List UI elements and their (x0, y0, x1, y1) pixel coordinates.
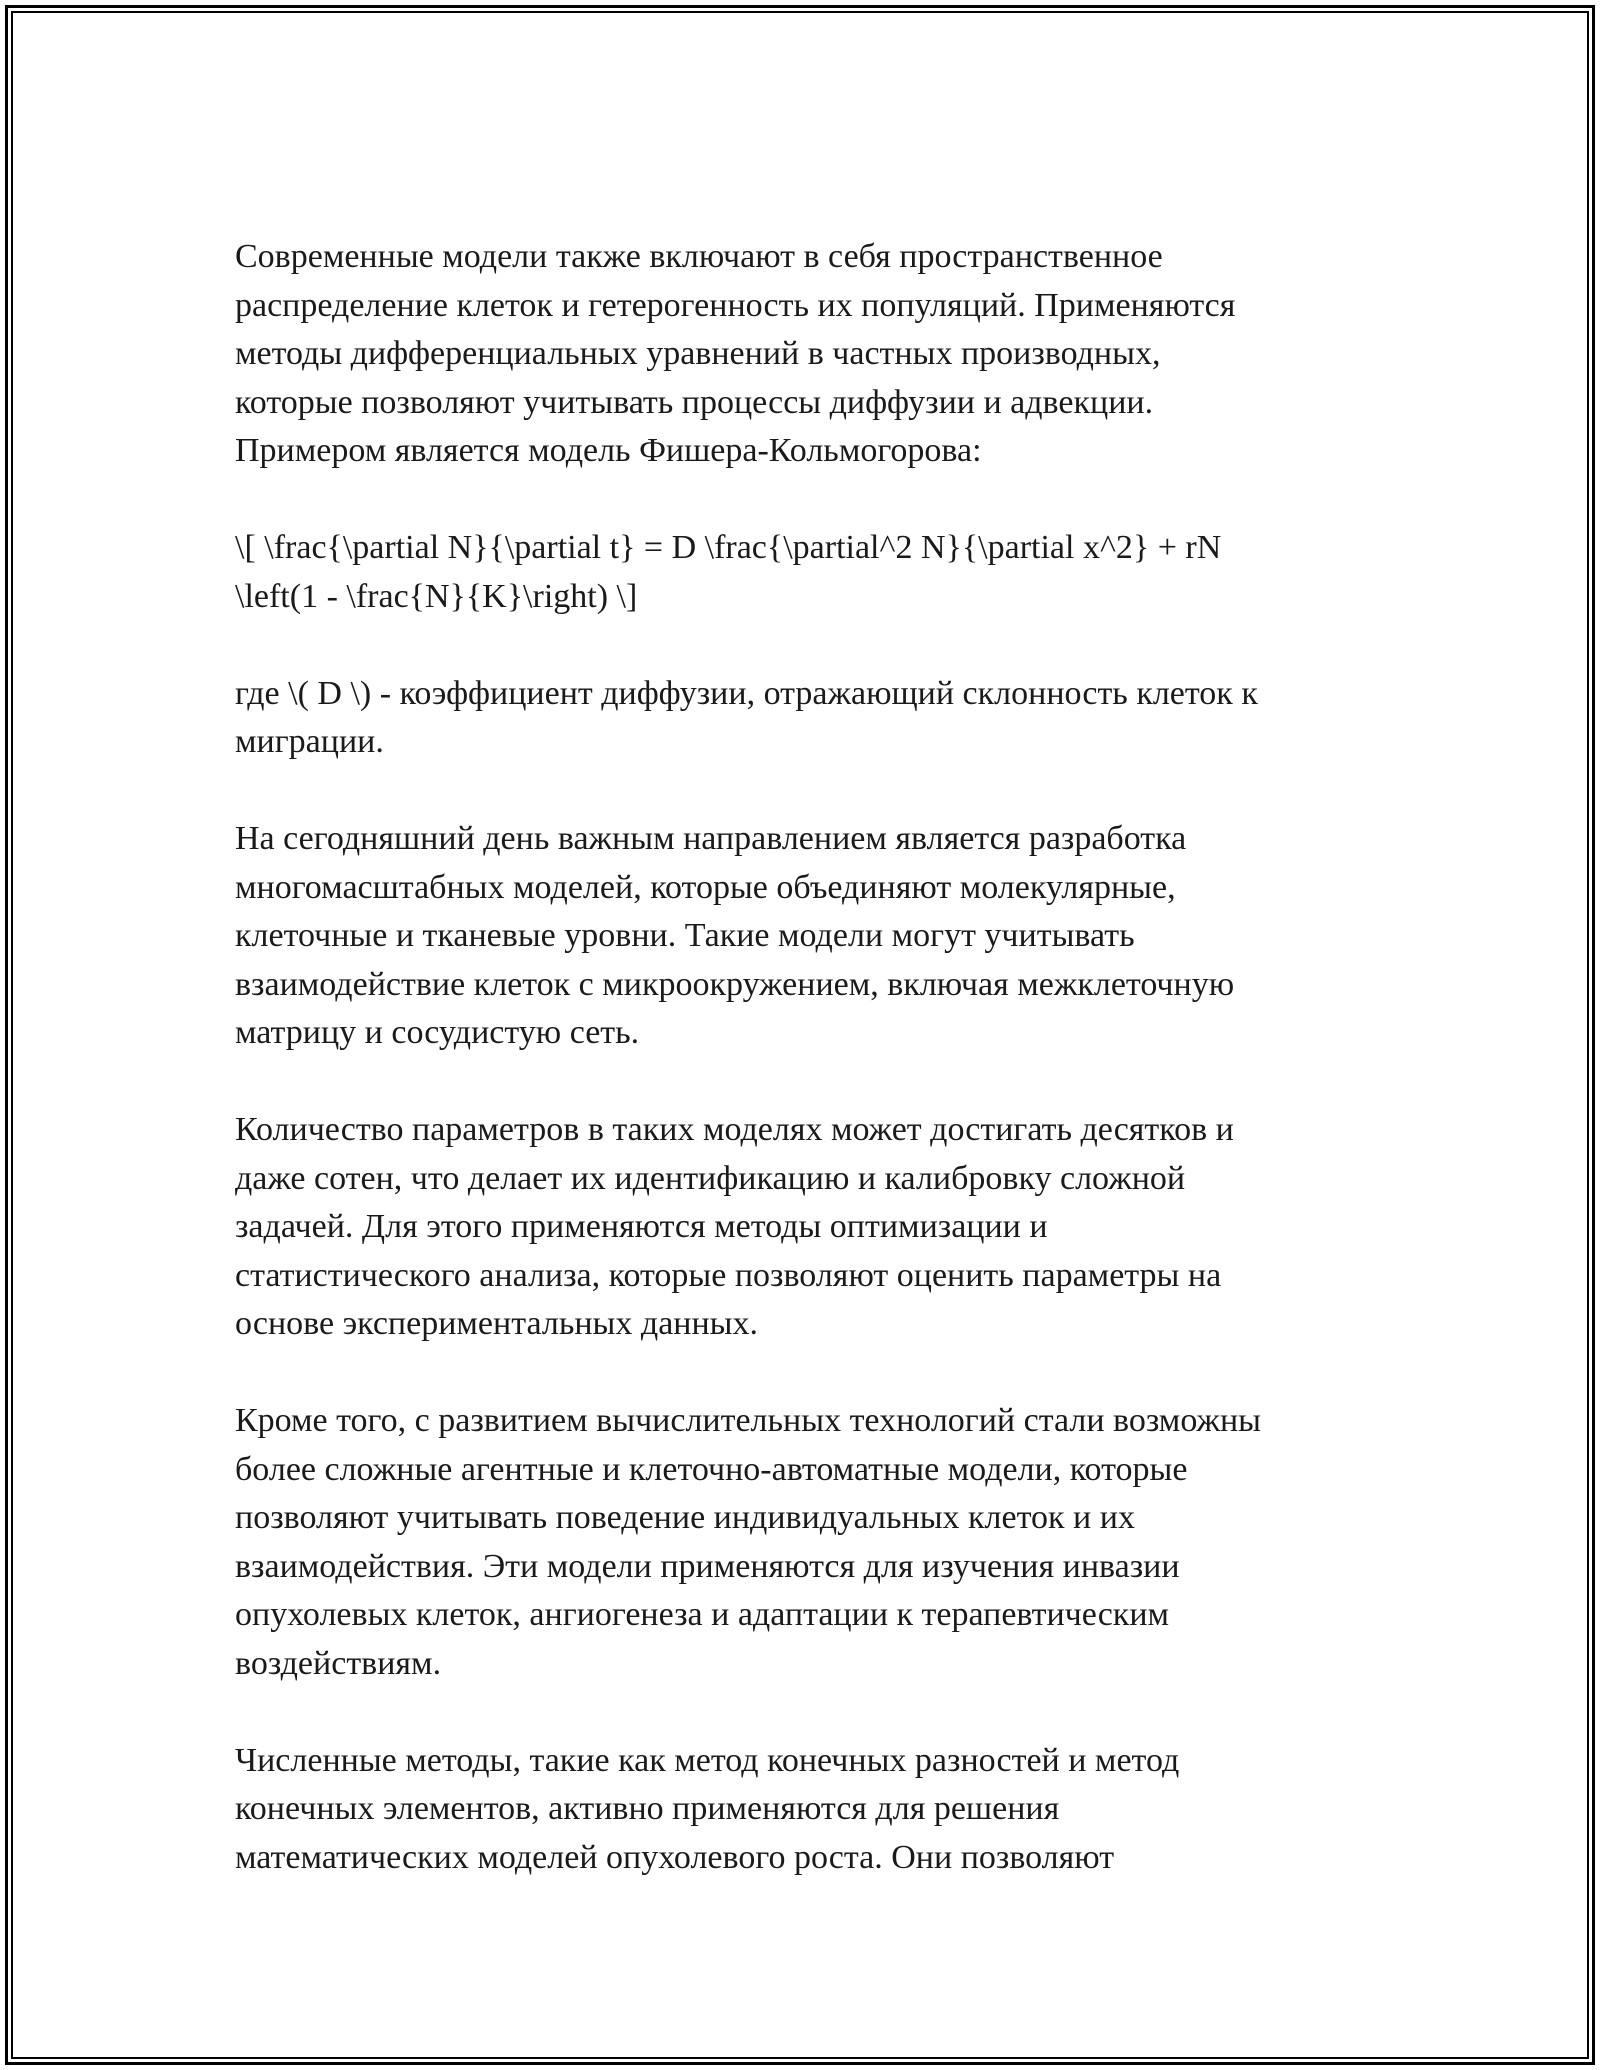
text-line: многомасштабных моделей, которые объединяют молекулярные, (235, 868, 1176, 906)
text-line: воздействиям. (235, 1644, 442, 1682)
equation-line: \left(1 - \frac{N}{K}\right) \] (235, 577, 638, 615)
text-line: задачей. Для этого применяются методы оптимизации и (235, 1208, 1048, 1245)
text-line: опухолевых клеток, ангиогенеза и адаптации к терапевтическим (235, 1596, 1170, 1633)
text-line: взаимодействие клеток с микроокружением, включая межклеточную (235, 965, 1235, 1003)
text-line: конечных элементов, активно применяются для решения (235, 1790, 1060, 1827)
paragraph-agent-models (235, 1397, 1365, 1688)
paragraph-parameters (235, 1106, 1365, 1349)
document-body (235, 233, 1365, 1882)
text-line: На сегодняшний день важным направлением является разработка (235, 820, 1187, 857)
text-line: Численные методы, такие как метод конечных разностей и метод (235, 1741, 1180, 1779)
text-line: где \( D \) - коэффициент диффузии, отражающий склонность клеток к (235, 674, 1258, 712)
text-line: методы дифференциальных уравнений в частных производных, (235, 335, 1161, 372)
text-line: основе экспериментальных данных. (235, 1305, 759, 1342)
text-line: клеточные и тканевые уровни. Такие модели могут учитывать (235, 917, 1135, 954)
text-line: более сложные агентные и клеточно-автоматные модели, которые (235, 1450, 1188, 1488)
text-line: миграции. (235, 723, 384, 760)
paragraph-spatial-models (235, 233, 1365, 476)
text-line: статистического анализа, которые позволяют оценить параметры на (235, 1256, 1222, 1294)
paragraph-numerical-methods (235, 1737, 1365, 1883)
text-line: позволяют учитывать поведение индивидуальных клеток и их (235, 1499, 1135, 1536)
text-line: Количество параметров в таких моделях может достигать десятков и (235, 1111, 1234, 1148)
text-line: даже сотен, что делает их идентификацию и калибровку сложной (235, 1159, 1186, 1197)
paragraph-diffusion-coefficient (235, 670, 1365, 767)
text-line: матрицу и сосудистую сеть. (235, 1014, 640, 1051)
paragraph-equation (235, 524, 1365, 621)
equation-line: \[ \frac{\partial N}{\partial t} = D \frac{\partial^2 N}{\partial x^2} + rN (235, 529, 1222, 566)
text-line: математических моделей опухолевого роста. Они позволяют (235, 1838, 1115, 1876)
text-line: Кроме того, с развитием вычислительных технологий стали возможны (235, 1402, 1262, 1439)
paragraph-multiscale-models (235, 815, 1365, 1058)
text-line: распределение клеток и гетерогенность их популяций. Применяются (235, 286, 1236, 324)
text-line: Примером является модель Фишера-Кольмогорова: (235, 432, 982, 469)
text-line: Современные модели также включают в себя пространственное (235, 238, 1163, 275)
text-line: которые позволяют учитывать процессы диффузии и адвекции. (235, 383, 1154, 421)
text-line: взаимодействия. Эти модели применяются для изучения инвазии (235, 1547, 1180, 1585)
